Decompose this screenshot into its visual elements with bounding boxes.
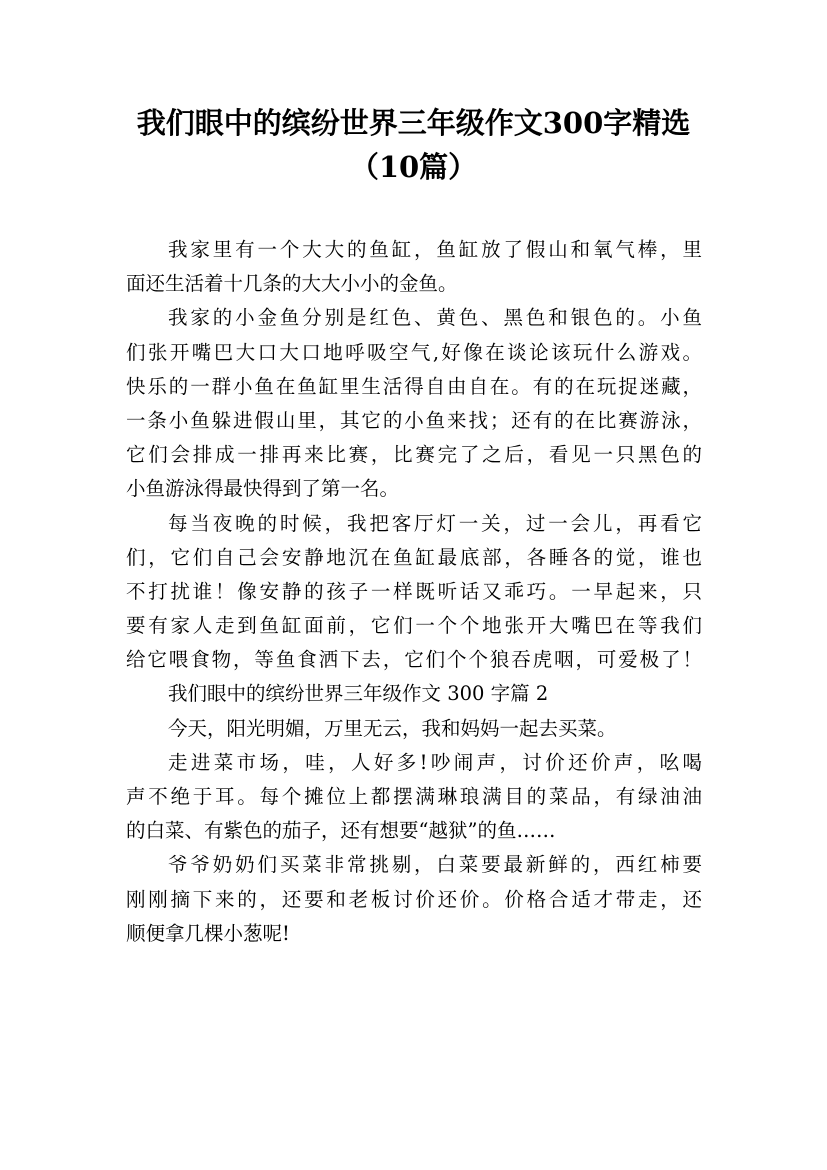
body-line: 刚刚摘下来的，还要和老板讨价还价。价格合适才带走，还: [126, 887, 702, 911]
body-line: 每当夜晚的时候，我把客厅灯一关，过一会儿，再看它: [168, 511, 702, 535]
body-line: 它们会排成一排再来比赛，比赛完了之后，看见一只黑色的: [126, 443, 702, 467]
section-heading-line: 我们眼中的缤纷世界三年级作文 300 字篇 2: [168, 682, 549, 706]
body-line: 给它喂食物，等鱼食洒下去，它们个个狼吞虎咽，可爱极了！: [126, 648, 702, 672]
body-line: 快乐的一群小鱼在鱼缸里生活得自由自在。有的在玩捉迷藏，: [126, 374, 702, 398]
body-line: 的白菜、有紫色的茄子，还有想要“越狱”的鱼……: [126, 819, 556, 843]
body-line: 们张开嘴巴大口大口地呼吸空气,好像在谈论该玩什么游戏。: [126, 340, 702, 364]
document-title-line-2: （10篇）: [349, 150, 478, 184]
body-line: 声不绝于耳。每个摊位上都摆满琳琅满目的菜品，有绿油油: [126, 785, 702, 808]
body-line: 不打扰谁！像安静的孩子一样既听话又乖巧。一早起来，只: [126, 579, 702, 603]
body-line: 要有家人走到鱼缸面前，它们一个个地张开大嘴巴在等我们: [126, 614, 702, 638]
body-line: 小鱼游泳得最快得到了第一名。: [126, 477, 400, 501]
body-line: 爷爷奶奶们买菜非常挑剔，白菜要最新鲜的，西红柿要: [168, 853, 702, 877]
body-line: 我家里有一个大大的鱼缸，鱼缸放了假山和氧气棒，里: [168, 238, 702, 261]
body-line: 我家的小金鱼分别是红色、黄色、黑色和银色的。小鱼: [168, 306, 702, 330]
body-line: 一条小鱼躲进假山里，其它的小鱼来找；还有的在比赛游泳，: [126, 408, 702, 432]
body-line: 今天，阳光明媚，万里无云，我和妈妈一起去买菜。: [168, 716, 617, 740]
document-body: [126, 233, 702, 951]
body-line: 们，它们自己会安静地沉在鱼缸最底部，各睡各的觉，谁也: [126, 545, 702, 569]
document-title-line-1: 我们眼中的缤纷世界三年级作文300字精选: [136, 106, 691, 140]
body-line: 顺便拿几棵小葱呢!: [126, 921, 290, 945]
body-line: 面还生活着十几条的大大小小的金鱼。: [126, 272, 458, 296]
body-line: 走进菜市场，哇，人好多!吵闹声，讨价还价声，吆喝: [168, 750, 702, 774]
